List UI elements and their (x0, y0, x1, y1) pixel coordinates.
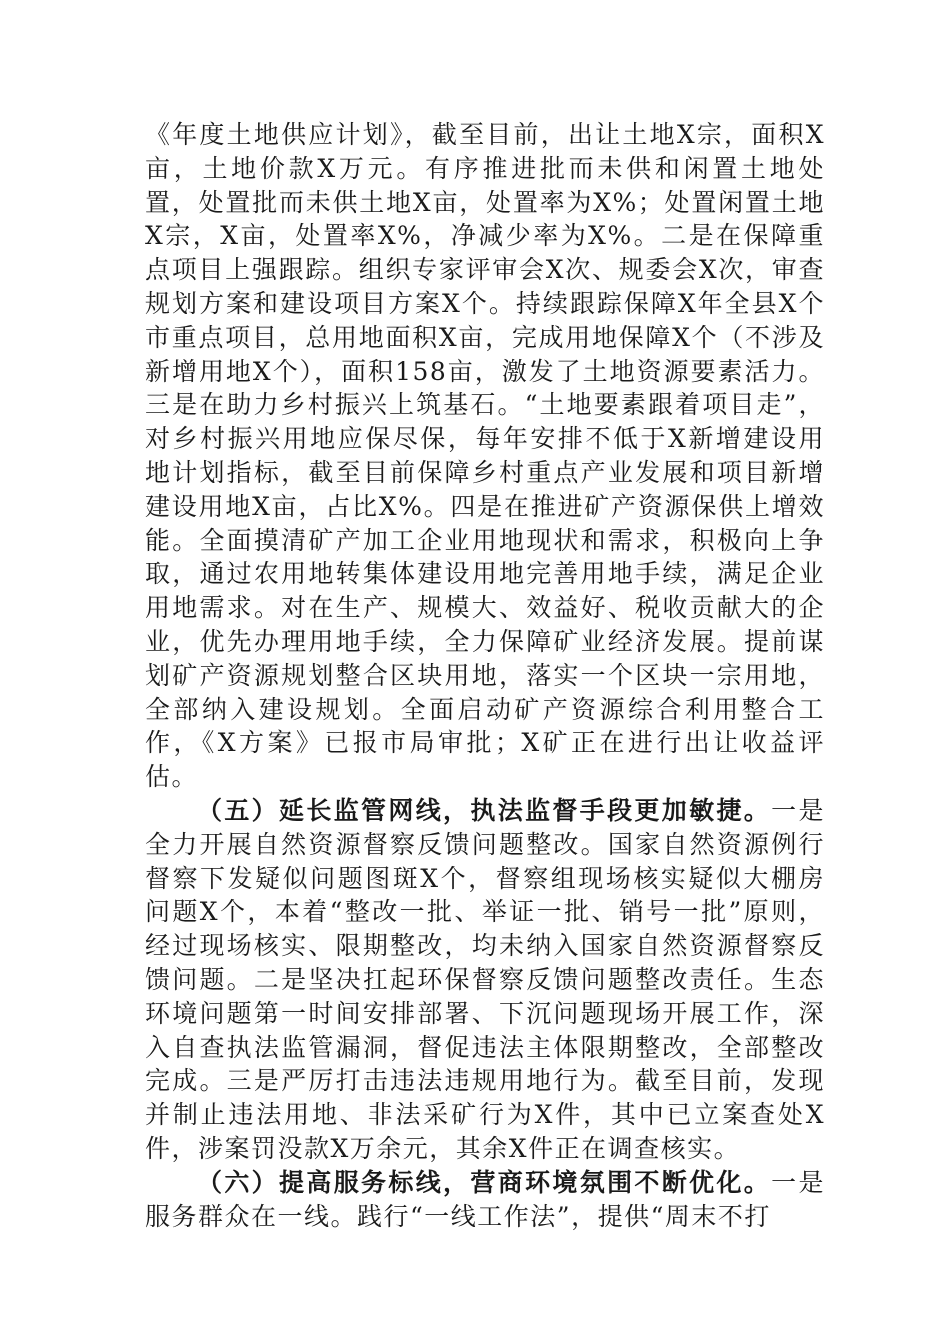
paragraph-body: 《年度土地供应计划》，截至目前，出让土地X宗，面积X亩，土地价款X万元。有序推进批而未供和闲置土地处置，处置批而未供土地X亩，处置率为X%；处置闲置土地X宗，X亩，处置率X%，净减少率为X%。二是在保障重点项目上强跟踪。组织专家评审会X次、规委会X次，审查规划方案和建设项目方案X个。持续跟踪保障X年全县X个市重点项目，总用地面积X亩，完成用地保障X个（不涉及新增用地X个），面积158亩，激发了土地资源要素活力。三是在助力乡村振兴上筑基石。“土地要素跟着项目走”，对乡村振兴用地应保尽保，每年安排不低于X新增建设用地计划指标，截至目前保障乡村重点产业发展和项目新增建设用地X亩，占比X%。四是在推进矿产资源保供上增效能。全面摸清矿产加工企业用地现状和需求，积极向上争取，通过农用地转集体建设用地完善用地手续，满足企业用地需求。对在生产、规模大、效益好、税收贡献大的企业，优先办理用地手续，全力保障矿业经济发展。提前谋划矿产资源规划整合区块用地，落实一个区块一宗用地，全部纳入建设规划。全面启动矿产资源综合利用整合工作，《X方案》已报市局审批；X矿正在进行出让收益评估。 (145, 120, 825, 792)
paragraph-body: 一是全力开展自然资源督察反馈问题整改。国家自然资源例行督察下发疑似问题图斑X个，督察组现场核实疑似大棚房问题X个，本着“整改一批、举证一批、销号一批”原则，经过现场核实、限期整改，均未纳入国家自然资源督察反馈问题。二是坚决扛起环保督察反馈问题整改责任。生态环境问题第一时间安排部署、下沉问题现场开展工作，深入自查执法监管漏洞，督促违法主体限期整改，全部整改完成。三是严厉打击违法违规用地行为。截至目前，发现并制止违法用地、非法采矿行为X件，其中已立案查处X件，涉案罚没款X万余元，其余X件正在调查核实。 (145, 795, 825, 1163)
paragraph-service (145, 1166, 825, 1234)
section-heading-five: （五）延长监管网线，执法监督手段更加敏捷。 (197, 795, 772, 825)
paragraph-supervision (145, 794, 825, 1166)
document-body (145, 118, 825, 1233)
paragraph-body: 一是服务群众在一线。践行“一线工作法”，提供“周末不打 (145, 1167, 825, 1231)
section-heading-six: （六）提高服务标线，营商环境氛围不断优化。 (197, 1167, 772, 1197)
paragraph-land-supply (145, 118, 825, 794)
